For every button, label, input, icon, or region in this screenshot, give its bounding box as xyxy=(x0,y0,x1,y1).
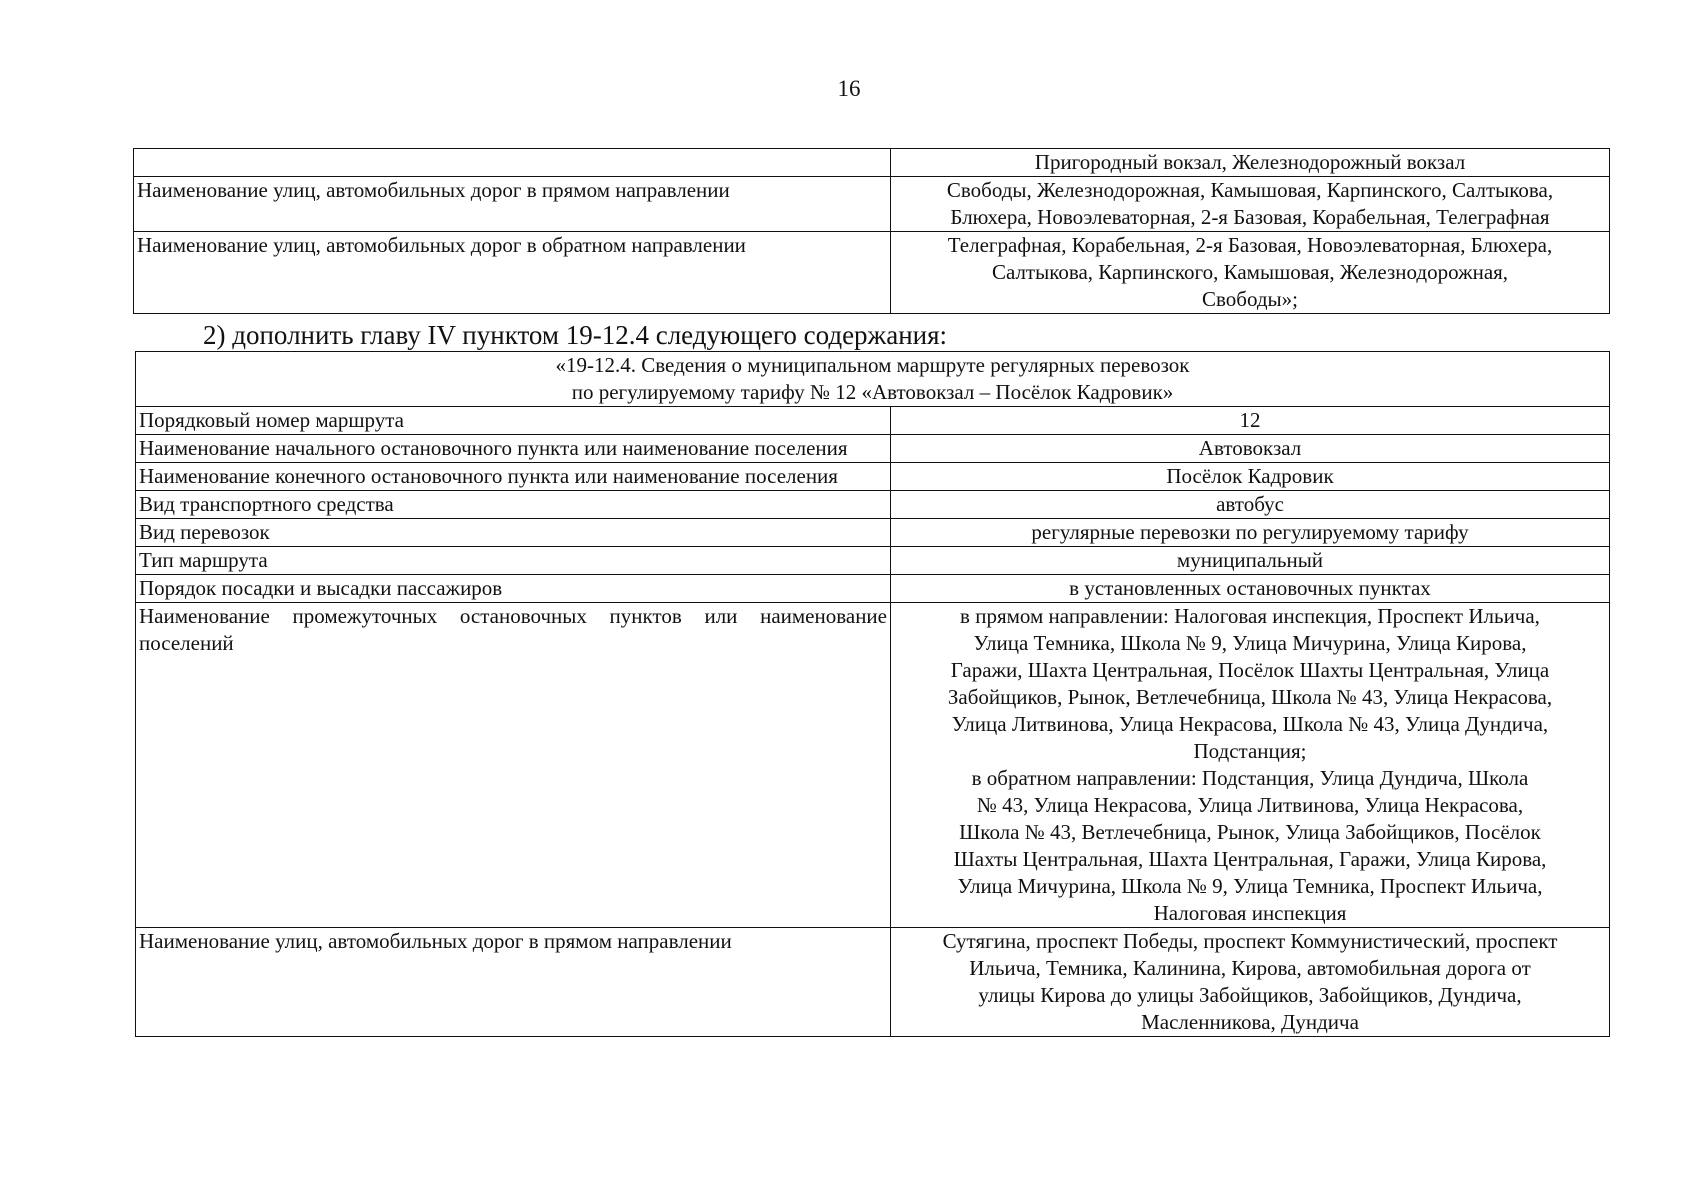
page-number: 16 xyxy=(837,76,861,101)
value-line: Масленникова, Дундича xyxy=(1141,1010,1359,1034)
row-label: Тип маршрута xyxy=(136,547,891,575)
intermediate-stops-value xyxy=(891,603,1610,928)
value-line: Налоговая инспекция xyxy=(1153,901,1347,925)
value-line: Свободы, Железнодорожная, Камышовая, Карпинского, Салтыкова, xyxy=(946,178,1554,202)
row-label: Наименование улиц, автомобильных дорог в обратном направлении xyxy=(134,232,891,314)
row-value: муниципальный xyxy=(891,547,1610,575)
value-line: Улица Литвинова, Улица Некрасова, Школа № 43, Улица Дундича, xyxy=(951,712,1549,736)
row-label: Наименование улиц, автомобильных дорог в прямом направлении xyxy=(134,177,891,232)
value-line: улицы Кирова до улицы Забойщиков, Забойщиков, Дундича, xyxy=(978,983,1522,1007)
value-line: в обратном направлении: Подстанция, Улица Дундича, Школа xyxy=(971,766,1529,790)
row-value: Пригородный вокзал, Железнодорожный вокзал xyxy=(891,149,1610,177)
route-continuation-table xyxy=(133,148,1610,314)
value-line: Блюхера, Новоэлеваторная, 2-я Базовая, Корабельная, Телеграфная xyxy=(950,205,1550,229)
row-label: Вид транспортного средства xyxy=(136,491,891,519)
table-row xyxy=(134,149,1610,177)
row-value: в установленных остановочных пунктах xyxy=(891,575,1610,603)
row-label: Наименование начального остановочного пункта или наименование поселения xyxy=(136,435,891,463)
row-value: Автовокзал xyxy=(891,435,1610,463)
table-row xyxy=(136,603,1610,928)
table-row xyxy=(136,435,1610,463)
value-line: Гаражи, Шахта Центральная, Посёлок Шахты Центральная, Улица xyxy=(950,658,1550,682)
row-label xyxy=(134,149,891,177)
value-line: Улица Мичурина, Школа № 9, Улица Темника, Проспект Ильича, xyxy=(957,874,1543,898)
table-row xyxy=(134,177,1610,232)
value-line: Шахты Центральная, Шахта Центральная, Гаражи, Улица Кирова, xyxy=(953,847,1547,871)
heading-line: «19-12.4. Сведения о муниципальном маршруте регулярных перевозок xyxy=(555,353,1190,377)
table-row xyxy=(136,575,1610,603)
table-row xyxy=(136,407,1610,435)
value-line: Свободы»; xyxy=(1202,287,1298,311)
value-line: Подстанция; xyxy=(1193,739,1307,763)
table-heading-row xyxy=(136,352,1610,407)
row-label: Порядок посадки и высадки пассажиров xyxy=(136,575,891,603)
table-row xyxy=(136,463,1610,491)
value-line: Школа № 43, Ветлечебница, Рынок, Улица Забойщиков, Посёлок xyxy=(959,820,1541,844)
value-line: Забойщиков, Рынок, Ветлечебница, Школа № 43, Улица Некрасова, xyxy=(947,685,1553,709)
streets-forward-value xyxy=(891,928,1610,1037)
table-row xyxy=(136,547,1610,575)
value-line: Улица Темника, Школа № 9, Улица Мичурина, Улица Кирова, xyxy=(973,631,1527,655)
row-value xyxy=(891,177,1610,232)
amendment-instruction: 2) дополнить главу IV пунктом 19-12.4 следующего содержания: xyxy=(203,320,948,350)
table-heading xyxy=(136,352,1610,407)
value-line: Салтыкова, Карпинского, Камышовая, Железнодорожная, xyxy=(991,260,1509,284)
value-line: Сутягина, проспект Победы, проспект Коммунистический, проспект xyxy=(942,929,1558,953)
table-row xyxy=(134,232,1610,314)
row-label: Наименование конечного остановочного пункта или наименование поселения xyxy=(136,463,891,491)
heading-line: по регулируемому тарифу № 12 «Автовокзал – Посёлок Кадровик» xyxy=(571,380,1174,404)
row-value: 12 xyxy=(891,407,1610,435)
row-value: регулярные перевозки по регулируемому тарифу xyxy=(891,519,1610,547)
row-value: Посёлок Кадровик xyxy=(891,463,1610,491)
row-label: Вид перевозок xyxy=(136,519,891,547)
row-label: Порядковый номер маршрута xyxy=(136,407,891,435)
row-value xyxy=(891,232,1610,314)
row-value: автобус xyxy=(891,491,1610,519)
value-line: № 43, Улица Некрасова, Улица Литвинова, Улица Некрасова, xyxy=(976,793,1524,817)
value-line: в прямом направлении: Налоговая инспекция, Проспект Ильича, xyxy=(960,604,1540,628)
route-details-table xyxy=(135,351,1610,1037)
table-row xyxy=(136,519,1610,547)
row-label: Наименование улиц, автомобильных дорог в прямом направлении xyxy=(136,928,891,1037)
table-row xyxy=(136,491,1610,519)
table-row xyxy=(136,928,1610,1037)
value-line: Ильича, Темника, Калинина, Кирова, автомобильная дорога от xyxy=(969,956,1531,980)
row-label: Наименование промежуточных остановочных пунктов или наименование поселений xyxy=(136,603,891,928)
value-line: Телеграфная, Корабельная, 2-я Базовая, Новоэлеваторная, Блюхера, xyxy=(947,233,1553,257)
